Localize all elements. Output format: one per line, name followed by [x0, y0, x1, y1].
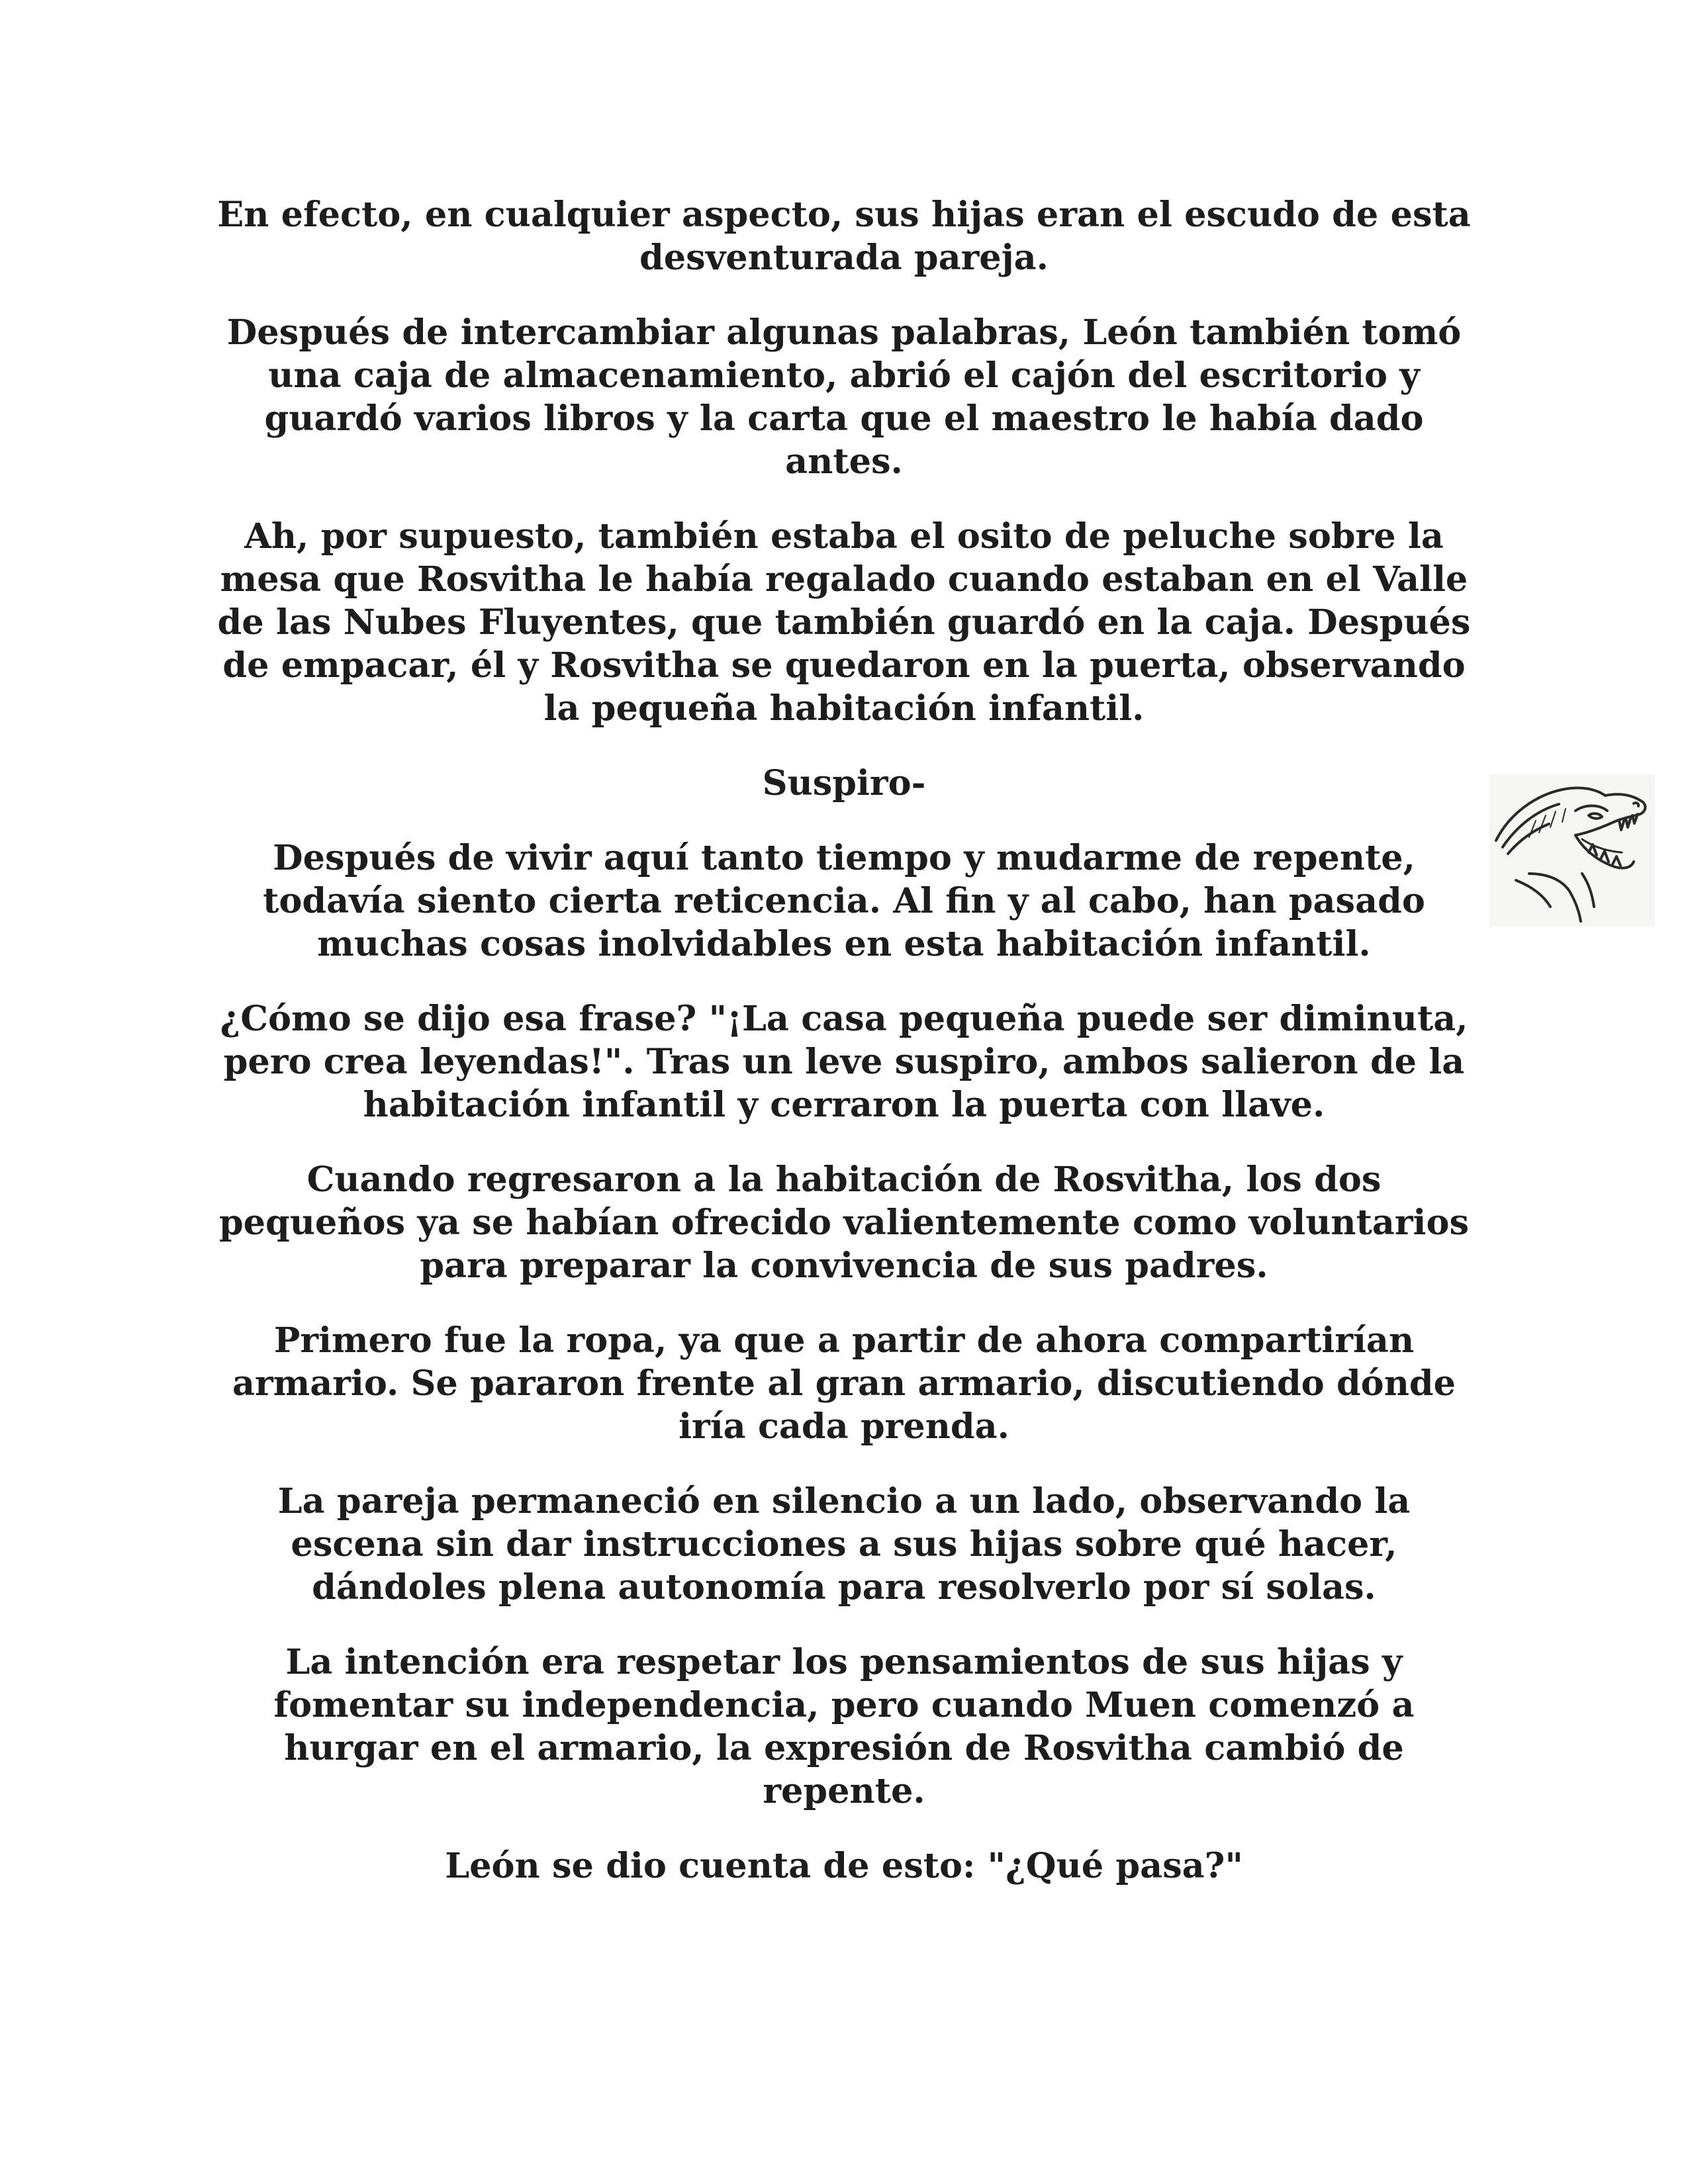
paragraph-1: En efecto, en cualquier aspecto, sus hijas eran el escudo de esta desventurada pareja. [217, 195, 1471, 278]
paragraph-11: León se dio cuenta de esto: "¿Qué pasa?" [445, 1846, 1243, 1886]
paragraph-2: Después de intercambiar algunas palabras, León también tomó una caja de almacenamiento, abrió el cajón del escritorio y guardó varios libros y la carta que el maestro le había dado antes. [226, 312, 1462, 482]
paragraph-9: La pareja permaneció en silencio a un lado, observando la escena sin dar instrucciones a sus hijas sobre qué hacer, dándoles plena autonomía para resolverlo por sí solas. [277, 1481, 1411, 1608]
paragraph-4: Suspiro- [762, 763, 926, 803]
body-text [215, 193, 1473, 1919]
paragraph-7: Cuando regresaron a la habitación de Rosvitha, los dos pequeños ya se habían ofrecido valientemente como voluntarios para preparar la convivencia de sus padres. [218, 1160, 1470, 1286]
paragraph-3: Ah, por supuesto, también estaba el osito de peluche sobre la mesa que Rosvitha le había regalado cuando estaban en el Valle de las Nubes Fluyentes, que también guardó en la caja. Después de empacar, él y Rosvitha se quedaron en la puerta, observando la pequeña habitación infantil. [217, 516, 1471, 729]
paragraph-5: Después de vivir aquí tanto tiempo y mudarme de repente, todavía siento cierta reticencia. Al fin y al cabo, han pasado muchas cosas inolvidables en esta habitación infantil. [263, 838, 1425, 964]
dinosaur-head-icon [1489, 774, 1655, 927]
paragraph-8: Primero fue la ropa, ya que a partir de ahora compartirían armario. Se pararon frente al gran armario, discutiendo dónde iría cada prenda. [232, 1320, 1456, 1447]
paragraph-6: ¿Cómo se dijo esa frase? "¡La casa pequeña puede ser diminuta, pero crea leyendas!". Tras un leve suspiro, ambos salieron de la habitación infantil y cerraron la puerta con llave. [220, 999, 1468, 1125]
paragraph-10: La intención era respetar los pensamientos de sus hijas y fomentar su independencia, pero cuando Muen comenzó a hurgar en el armario, la expresión de Rosvitha cambió de repente. [273, 1642, 1415, 1811]
